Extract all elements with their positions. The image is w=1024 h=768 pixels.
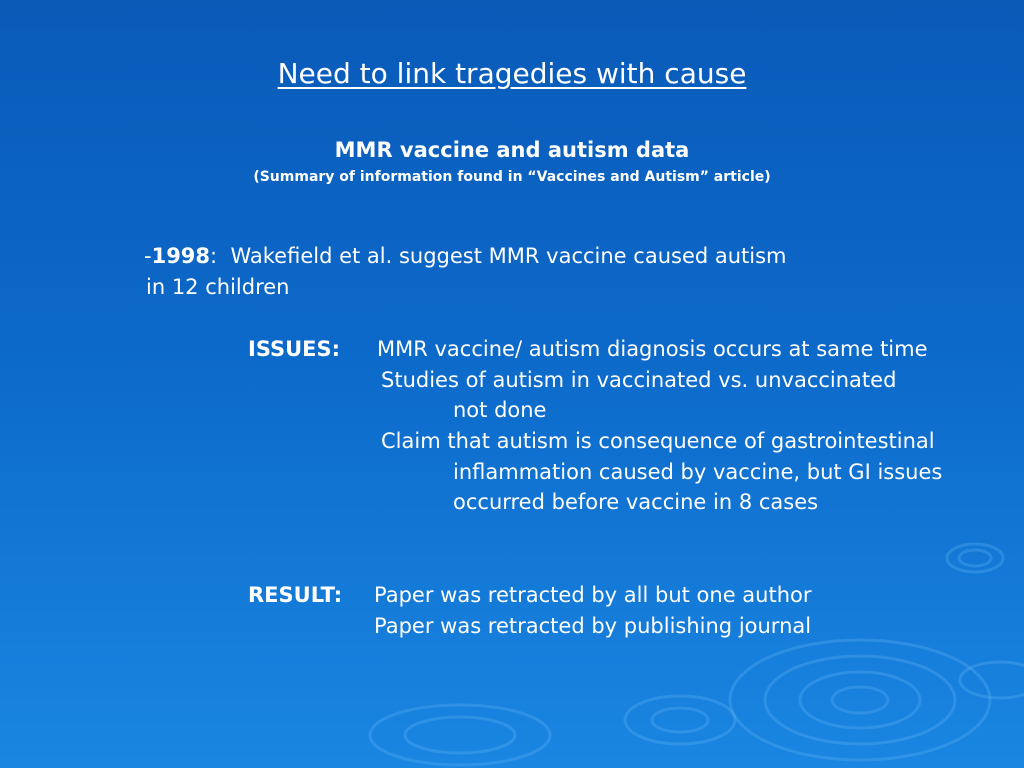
finding-dash: - [144,244,152,268]
issue-line-6: occurred before vaccine in 8 cases [453,490,819,514]
issue-line-1: MMR vaccine/ autism diagnosis occurs at same time [377,337,928,361]
finding-text: Wakefield et al. suggest MMR vaccine caused autism [230,244,787,268]
finding-line-2: in 12 children [146,275,290,299]
finding-year: 1998 [151,244,211,268]
issue-line-4: Claim that autism is consequence of gastrointestinal [381,429,935,453]
issue-line-3: not done [453,398,547,422]
slide-subtitle: MMR vaccine and autism data [334,138,690,162]
issue-line-2: Studies of autism in vaccinated vs. unvaccinated [381,368,897,392]
result-label: RESULT: [248,583,343,607]
finding-line-1 [144,244,787,268]
issues-label: ISSUES: [248,337,341,361]
slide-title: Need to link tragedies with cause [277,57,747,90]
issue-line-5: inflammation caused by vaccine, but GI issues [453,460,943,484]
result-line-1: Paper was retracted by all but one author [374,583,812,607]
result-line-2: Paper was retracted by publishing journal [374,614,812,638]
finding-colon: : [210,244,218,268]
source-note: (Summary of information found in “Vaccines and Autism” article) [253,169,771,185]
